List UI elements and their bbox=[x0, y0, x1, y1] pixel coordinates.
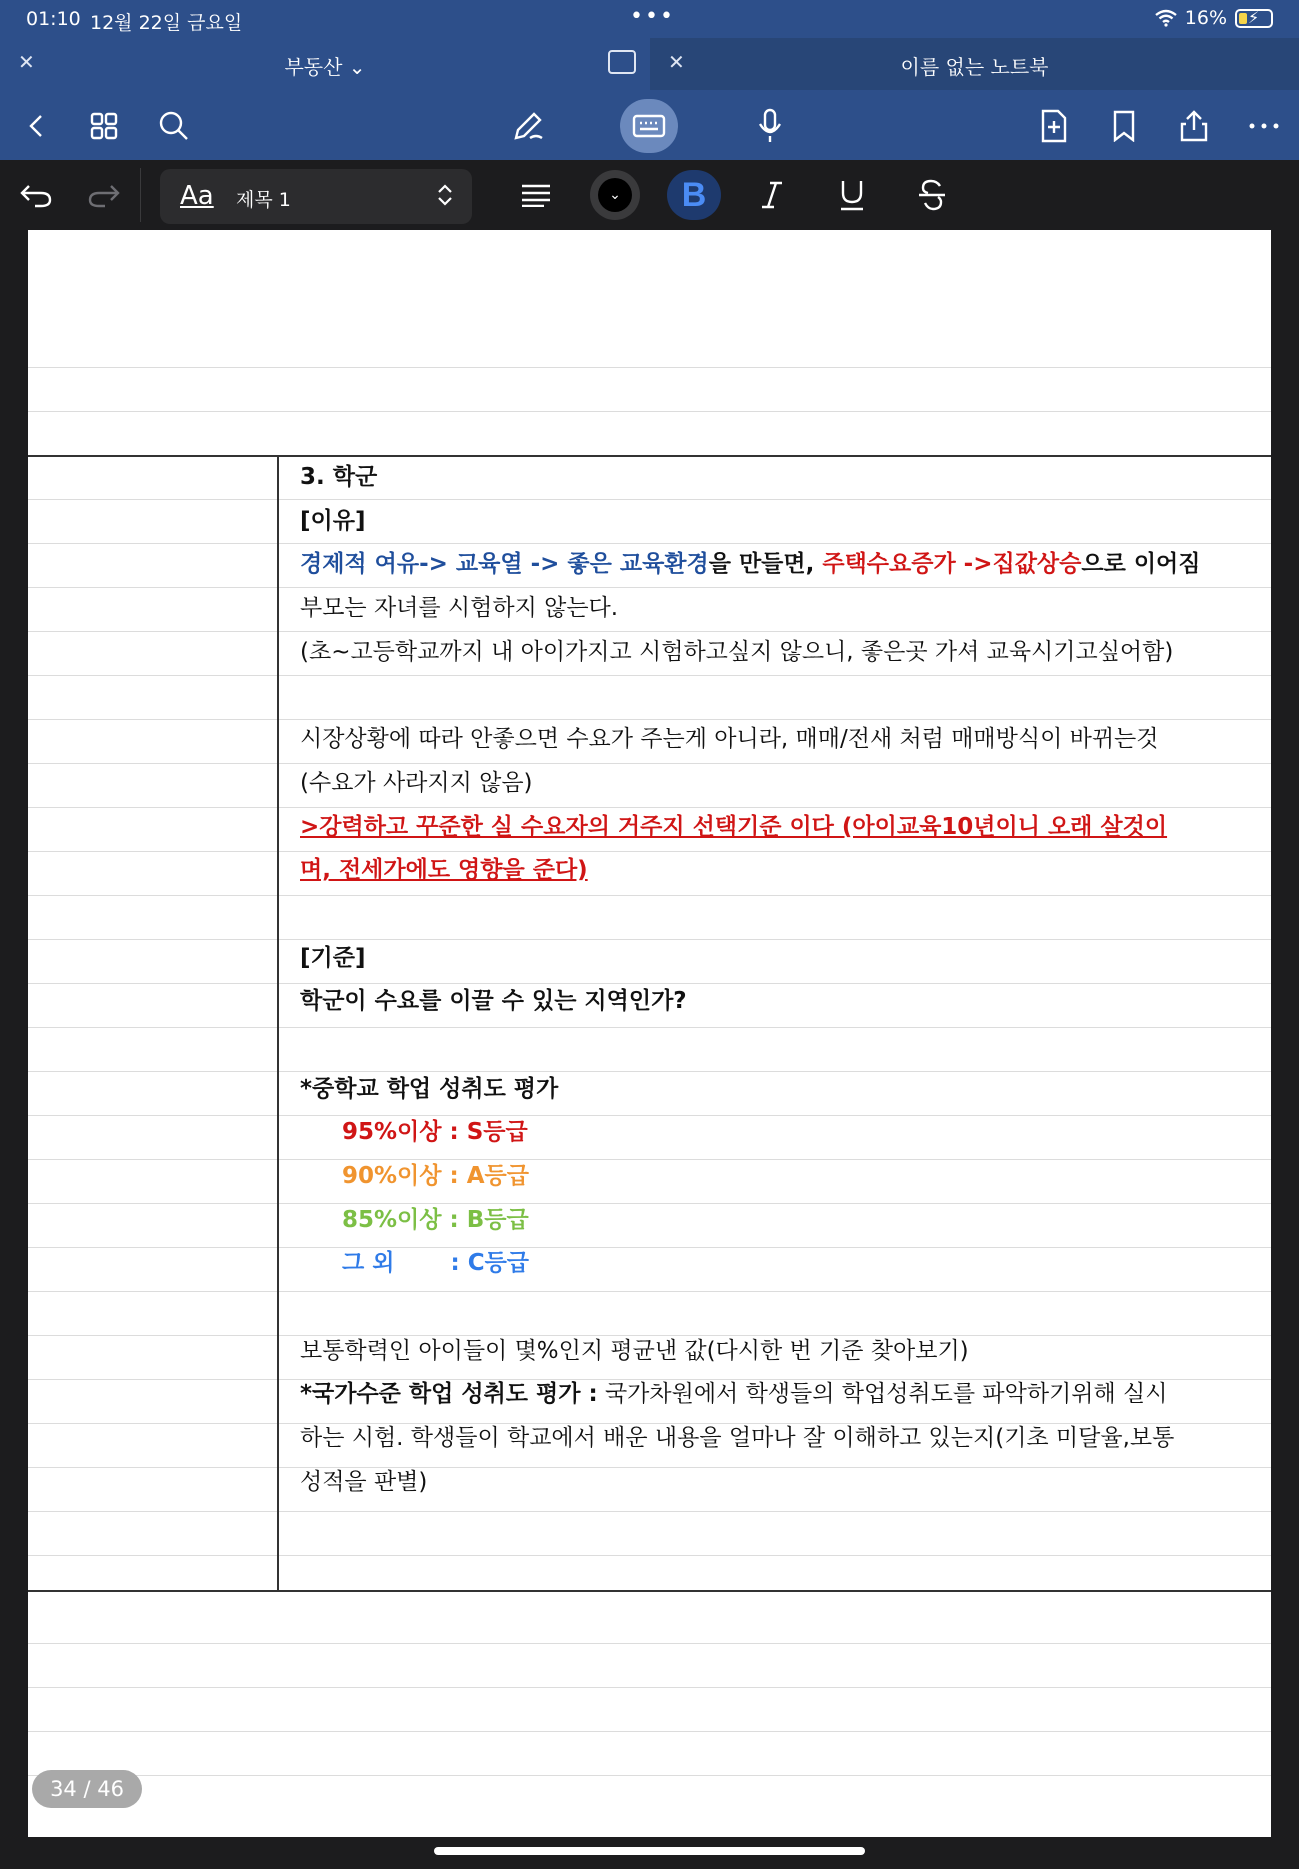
pen-draw-icon[interactable] bbox=[506, 104, 550, 148]
chevron-down-icon: ⌄ bbox=[598, 178, 632, 212]
battery-percent: 16% bbox=[1184, 7, 1227, 29]
reason-text-end: 으로 이어짐 bbox=[1081, 551, 1201, 578]
ruled-line bbox=[28, 411, 1271, 412]
text-line: (수요가 사라지지 않음) bbox=[300, 769, 533, 796]
ruled-line bbox=[28, 1775, 1271, 1776]
status-bar bbox=[0, 0, 1299, 38]
text-line: (초~고등학교까지 내 아이가지고 시험하고싶지 않으니, 좋은곳 가셔 교육시기고싶어함) bbox=[300, 638, 1174, 665]
undo-icon[interactable] bbox=[14, 175, 58, 215]
sparkle-ai-icon[interactable] bbox=[992, 175, 1036, 215]
text-line: 하는 시험. 학생들이 학교에서 배운 내용을 얼마나 잘 이해하고 있는지(기초 미달율,보통 bbox=[300, 1425, 1175, 1452]
more-options-icon[interactable] bbox=[1242, 104, 1286, 148]
text-line: 보통학력인 아이들이 몇%인지 평균낸 값(다시한 번 기준 찾아보기) bbox=[300, 1337, 969, 1364]
battery-icon: ⚡ bbox=[1235, 9, 1273, 28]
share-icon[interactable] bbox=[1172, 104, 1216, 148]
ruled-line bbox=[28, 1687, 1271, 1688]
grade-c: 그 외 : C등급 bbox=[342, 1250, 530, 1277]
bold-button[interactable]: B bbox=[667, 170, 721, 220]
tab-bar bbox=[0, 38, 1299, 90]
text-style-label: 제목 1 bbox=[236, 189, 291, 211]
grade-b: 85%이상 : B등급 bbox=[342, 1206, 529, 1233]
underline-icon[interactable] bbox=[830, 175, 874, 215]
empty-line bbox=[300, 1286, 1260, 1330]
middle-school-title: *중학교 학업 성취도 평가 bbox=[300, 1075, 559, 1102]
ruled-line bbox=[28, 1643, 1271, 1644]
tab-real-estate[interactable] bbox=[0, 38, 650, 90]
text-color-button[interactable] bbox=[590, 170, 640, 220]
tab-title[interactable]: 이름 없는 노트북 bbox=[900, 55, 1049, 79]
reason-blue-text: 경제적 여유-> 교육열 -> 좋은 교육환경 bbox=[300, 551, 709, 578]
italic-icon[interactable] bbox=[750, 175, 794, 215]
text-line: 시장상황에 따라 안좋으면 수요가 주는게 아니라, 매매/전새 처럼 매매방식이 바뀌는것 bbox=[300, 726, 1159, 753]
text-style-icon: Aa bbox=[180, 181, 214, 211]
reason-red-text: 주택수요증가 ->집값상승 bbox=[822, 551, 1082, 578]
grade-s: 95%이상 : S등급 bbox=[342, 1119, 528, 1146]
grid-view-icon[interactable] bbox=[82, 104, 126, 148]
format-toolbar bbox=[0, 160, 1299, 230]
reason-line bbox=[300, 543, 1260, 587]
tab-title[interactable]: 부동산 ⌄ bbox=[284, 55, 366, 79]
tab-untitled-notebook[interactable] bbox=[650, 38, 1299, 90]
text-line: 부모는 자녀를 시험하지 않는다. bbox=[300, 595, 619, 622]
reason-text: 을 만들면, bbox=[708, 551, 823, 578]
section-heading: 3. 학군 bbox=[300, 464, 378, 490]
empty-line bbox=[300, 674, 1260, 718]
chevron-updown-icon bbox=[436, 183, 454, 211]
wifi-icon bbox=[1155, 9, 1177, 27]
strikethrough-icon[interactable] bbox=[910, 175, 954, 215]
national-title: *국가수준 학업 성취도 평가 : bbox=[300, 1381, 598, 1408]
highlight-line: 며, 전세가에도 영향을 준다) bbox=[300, 857, 588, 884]
multitasking-dots-icon[interactable]: ••• bbox=[630, 4, 675, 29]
criteria-question: 학군이 수요를 이끌 수 있는 지역인가? bbox=[300, 988, 687, 1015]
national-line bbox=[300, 1373, 1260, 1417]
text-line: 성적을 판별) bbox=[300, 1468, 428, 1495]
status-time: 01:10 bbox=[26, 8, 81, 30]
table-column-divider bbox=[277, 455, 279, 1592]
microphone-icon[interactable] bbox=[748, 104, 792, 148]
national-text: 국가차원에서 학생들의 학업성취도를 파악하기위해 실시 bbox=[597, 1381, 1168, 1408]
ruled-line bbox=[28, 1731, 1271, 1732]
add-page-icon[interactable] bbox=[1032, 104, 1076, 148]
close-tab-icon[interactable]: ✕ bbox=[18, 50, 35, 74]
note-content-cell[interactable] bbox=[300, 456, 1260, 1505]
search-icon[interactable] bbox=[152, 104, 196, 148]
toolbar-divider bbox=[140, 168, 141, 222]
redo-icon[interactable] bbox=[82, 175, 126, 215]
empty-line bbox=[300, 1024, 1260, 1068]
split-view-icon[interactable] bbox=[608, 50, 636, 74]
reason-label: [이유] bbox=[300, 507, 366, 534]
main-toolbar bbox=[0, 90, 1299, 160]
empty-line bbox=[300, 893, 1260, 937]
page-counter: 34 / 46 bbox=[32, 1770, 142, 1808]
close-tab-icon[interactable]: ✕ bbox=[668, 50, 685, 74]
bookmark-icon[interactable] bbox=[1102, 104, 1146, 148]
highlight-line: >강력하고 꾸준한 실 수요자의 거주지 선택기준 이다 (아이교육10년이니 오래 살것이 bbox=[300, 813, 1168, 840]
home-indicator[interactable] bbox=[434, 1847, 865, 1855]
align-icon[interactable] bbox=[514, 175, 558, 215]
status-date: 12월 22일 금요일 bbox=[90, 12, 243, 34]
note-page[interactable] bbox=[28, 230, 1271, 1837]
back-icon[interactable] bbox=[14, 104, 58, 148]
text-style-picker[interactable] bbox=[160, 169, 472, 224]
keyboard-icon[interactable] bbox=[620, 99, 678, 153]
criteria-label: [기준] bbox=[300, 944, 366, 971]
ruled-line bbox=[28, 367, 1271, 368]
grade-a: 90%이상 : A등급 bbox=[342, 1163, 529, 1189]
